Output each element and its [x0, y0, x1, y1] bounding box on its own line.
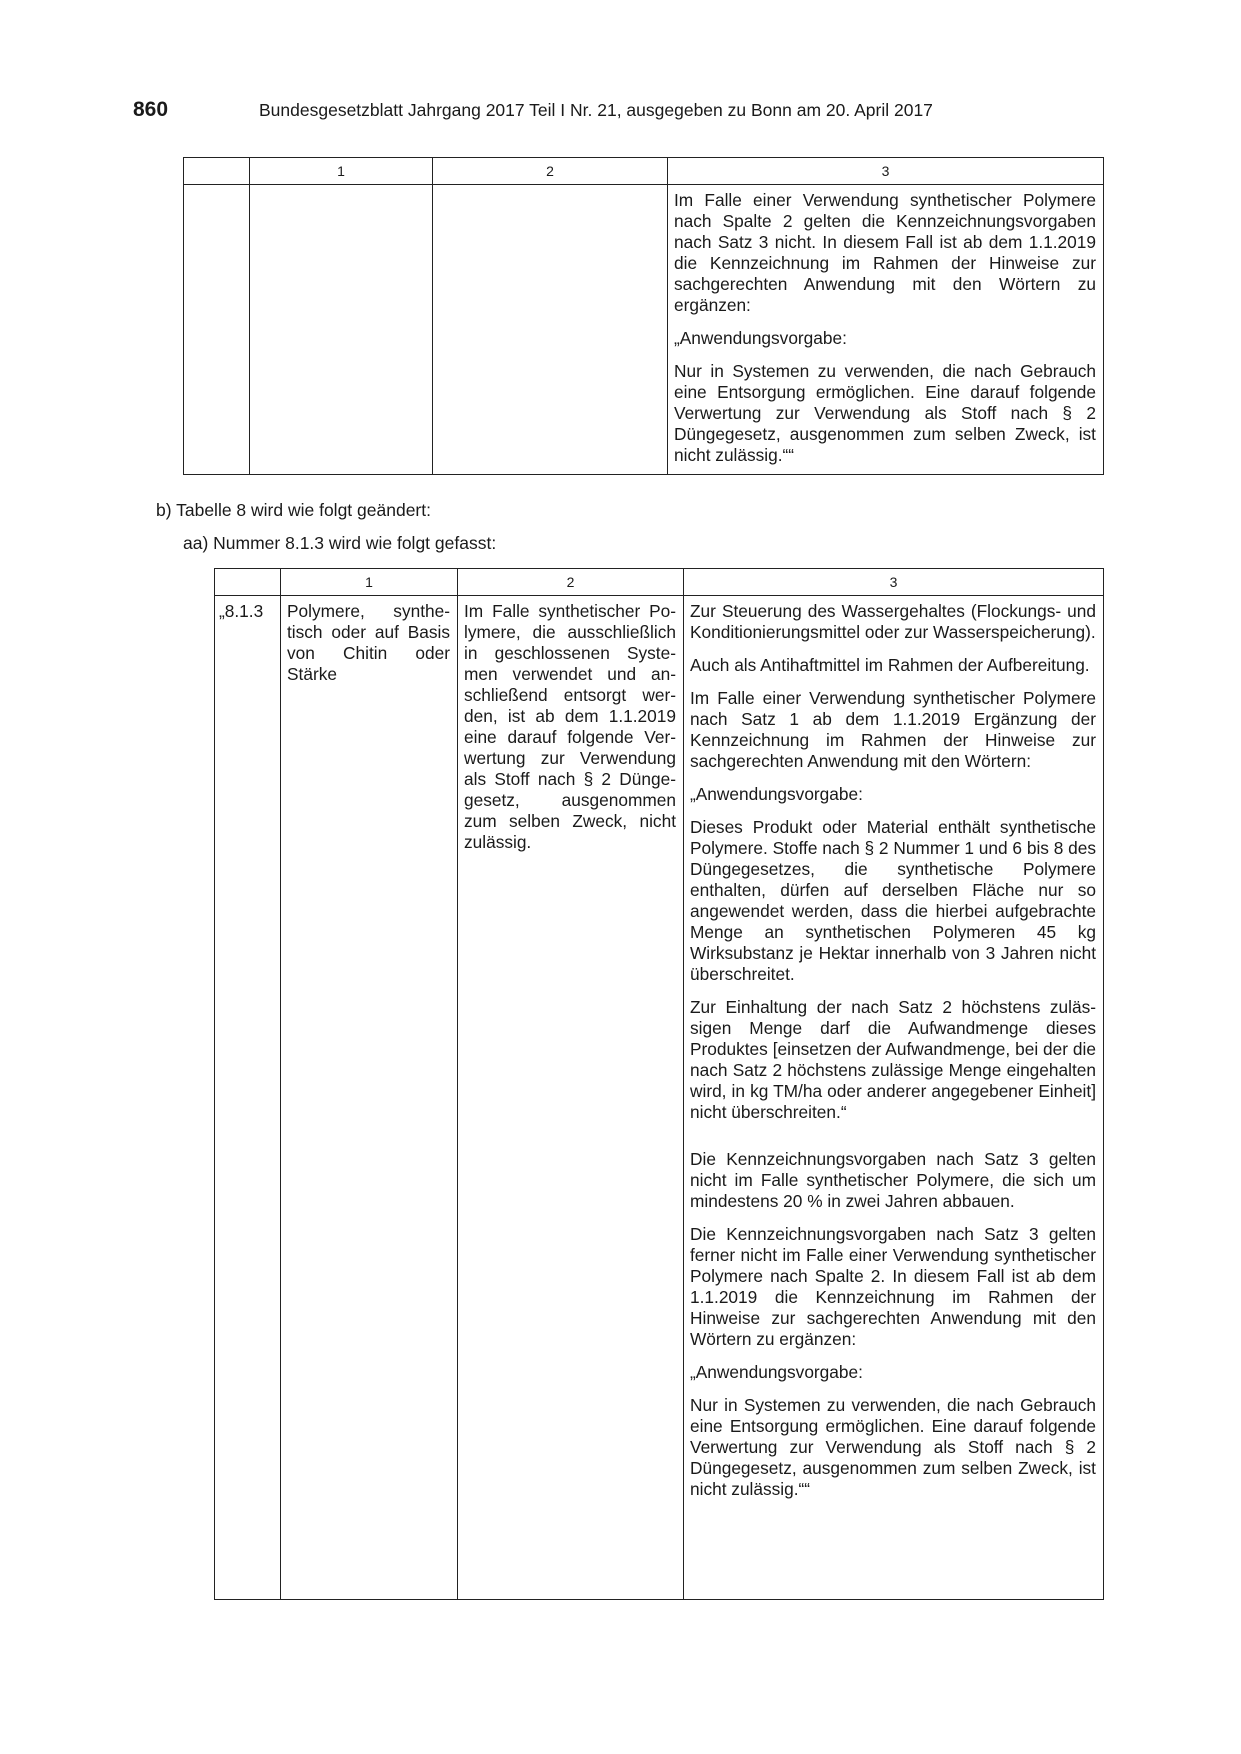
- paragraph: Die Kennzeichnungsvorgaben nach Satz 3 gelten nicht im Falle synthetischer Polymere, die sich um mindestens 20 % in zwei Jahren abbauen.: [690, 1149, 1096, 1211]
- paragraph: Auch als Antihaftmittel im Rahmen der Aufbereitung.: [690, 655, 1090, 675]
- header-cell-1: 1: [281, 569, 458, 596]
- table-row: [215, 596, 1104, 1600]
- header-cell-2: 2: [433, 158, 668, 185]
- cell-number: [215, 596, 281, 1600]
- header-cell-empty: [184, 158, 250, 185]
- paragraph: Die Kennzeichnungsvorgaben nach Satz 3 gelten ferner nicht im Falle einer Verwendung synthetischer Polymere nach Spalte 2. In diesem Fall ist ab dem 1.1.2019 die Kennzeichnung im Rahmen der Hinweise zur sachgerechten Anwendung mit den Wörtern zu ergänzen:: [690, 1224, 1096, 1349]
- row-number: „8.1.3: [219, 601, 264, 621]
- table-header-row: [215, 569, 1104, 596]
- table-8: [214, 568, 1104, 1600]
- header-cell-3: 3: [684, 569, 1104, 596]
- paragraph: Im Falle einer Verwendung synthetischer Polymere nach Satz 1 ab dem 1.1.2019 Ergänzung der Kennzeichnung im Rahmen der Hinweise zur sachgerechten Anwendung mit den Wörtern:: [690, 688, 1096, 771]
- paragraph: „Anwendungsvorgabe:: [690, 1362, 863, 1382]
- table-row: [184, 185, 1104, 475]
- substance-note: Im Falle synthetischer Polymere, die ausschließlich in geschlossenen Systemen verwendet und anschließend entsorgt werden, ist ab dem 1.1.2019 eine darauf folgende Verwertung zur Verwendung als Stoff nach § 2 Düngegesetz, ausgenommen zum selben Zweck, nicht zulässig.: [464, 601, 676, 852]
- instruction-b: b) Tabelle 8 wird wie folgt geändert:: [156, 500, 431, 520]
- paragraph: Im Falle einer Verwendung synthetischer Polymere nach Spalte 2 gelten die Kennzeichnungsvorgaben nach Satz 3 nicht. In diesem Fall ist ab dem 1.1.2019 die Kennzeichnung im Rahmen der Hinweise zur sachgerechten Anwendung mit den Wörtern zu ergänzen:: [674, 190, 1096, 315]
- cell-col3: [684, 596, 1104, 1600]
- paragraph: „Anwendungsvorgabe:: [690, 784, 863, 804]
- cell-col3: [668, 185, 1104, 475]
- paragraph: Zur Einhaltung der nach Satz 2 höchstens zulässigen Menge darf die Aufwandmenge dieses Produktes [einsetzen der Aufwandmenge, bei der die nach Satz 2 höchstens zulässige Menge eingehalten wird, in kg TM/ha oder anderer angegebener Einheit] nicht überschreiten.“: [690, 997, 1096, 1122]
- gazette-title: Bundesgesetzblatt Jahrgang 2017 Teil I Nr. 21, ausgegeben zu Bonn am 20. April 2017: [259, 100, 933, 120]
- cell-col2: [433, 185, 668, 475]
- paragraph: Nur in Systemen zu verwenden, die nach Gebrauch eine Entsorgung ermöglichen. Eine darauf folgende Verwertung zur Verwendung als Stoff nach § 2 Düngegesetz, ausgenommen zum selben Zweck, ist nicht zulässig.““: [674, 361, 1096, 465]
- instruction-aa: aa) Nummer 8.1.3 wird wie folgt gefasst:: [183, 533, 497, 553]
- paragraph: Zur Steuerung des Wassergehaltes (Flockungs- und Konditionierungsmittel oder zur Wasserspeicherung).: [690, 601, 1096, 642]
- paragraph: Dieses Produkt oder Material enthält synthetische Polymere. Stoffe nach § 2 Nummer 1 und 6 bis 8 des Düngegesetzes, die synthetische Polymere enthalten, dürfen auf derselben Fläche nur so angewendet werden, dass die hierbei aufgebrachte Menge an synthetischen Polymeren 45 kg Wirksubstanz je Hektar innerhalb von 3 Jahren nicht überschreitet.: [690, 817, 1097, 984]
- cell-number: [184, 185, 250, 475]
- header-cell-2: 2: [458, 569, 684, 596]
- header-cell-1: 1: [250, 158, 433, 185]
- cell-col2: [458, 596, 684, 1600]
- header-cell-empty: [215, 569, 281, 596]
- page-header: [0, 98, 1241, 128]
- header-cell-3: 3: [668, 158, 1104, 185]
- page-number: 860: [133, 98, 169, 121]
- table-continuation: [183, 157, 1104, 475]
- cell-col1: [281, 596, 458, 1600]
- cell-col1: [250, 185, 433, 475]
- substance-name: Polymere, synthetisch oder auf Basis von Chitin oder Stärke: [287, 601, 450, 684]
- table-header-row: [184, 158, 1104, 185]
- paragraph: Nur in Systemen zu verwenden, die nach Gebrauch eine Entsorgung ermöglichen. Eine darauf folgende Verwertung zur Verwendung als Stoff nach § 2 Düngegesetz, ausgenommen zum selben Zweck, ist nicht zulässig.““: [690, 1395, 1096, 1499]
- paragraph: „Anwendungsvorgabe:: [674, 328, 847, 348]
